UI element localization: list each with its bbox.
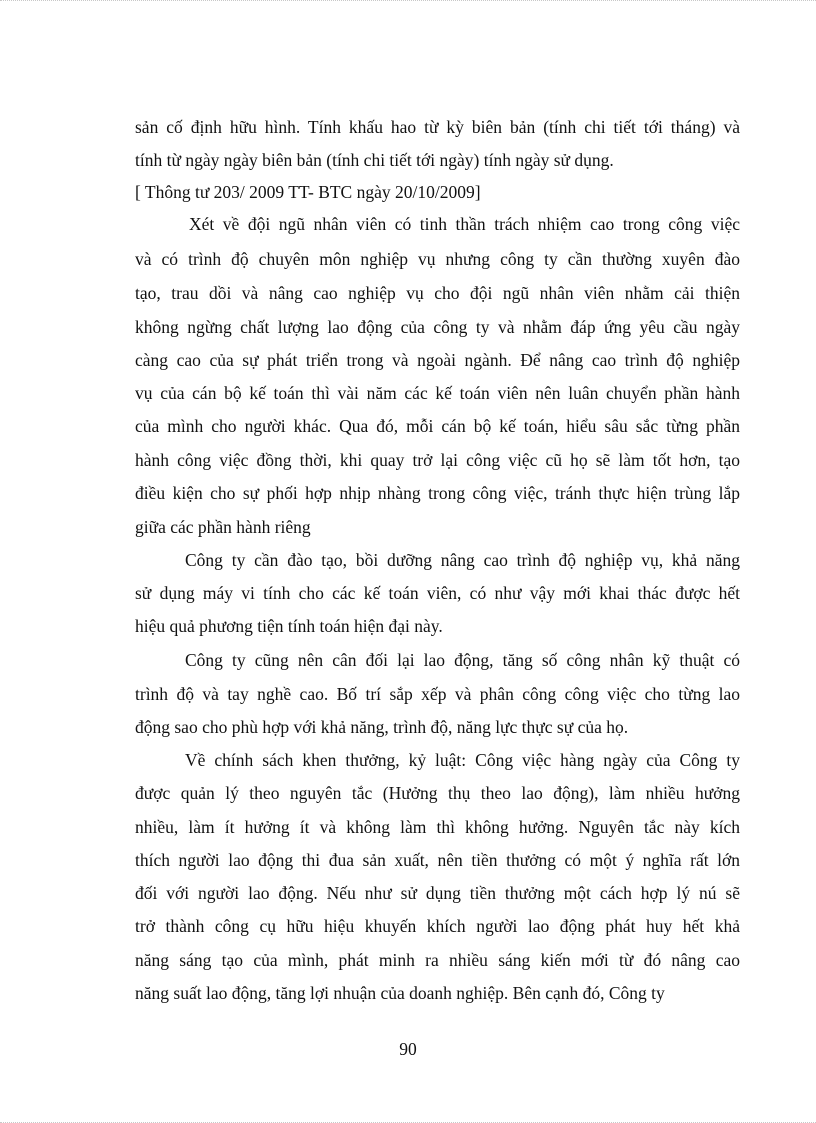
text-line: không ngừng chất lượng lao động của công ty và nhằm đáp ứng yêu cầu ngày xyxy=(135,317,740,337)
text-line: được quản lý theo nguyên tắc (Hưởng thụ theo lao động), làm nhiều hưởng xyxy=(135,783,740,803)
page-number: 90 xyxy=(399,1039,417,1059)
text-line: tính từ ngày ngày biên bản (tính chi tiết tới ngày) tính ngày sử dụng. xyxy=(135,150,614,170)
text-line: nhiều, làm ít hưởng ít và không làm thì không hưởng. Nguyên tắc này kích xyxy=(135,817,740,837)
text-line: năng suất lao động, tăng lợi nhuận của doanh nghiệp. Bên cạnh đó, Công ty xyxy=(135,983,665,1003)
paragraph-first-line: Xét về đội ngũ nhân viên có tinh thần trách nhiệm cao trong công việc xyxy=(189,214,740,234)
text-line: hiệu quả phương tiện tính toán hiện đại này. xyxy=(135,616,443,636)
text-line: giữa các phần hành riêng xyxy=(135,517,311,537)
text-line: vụ của cán bộ kế toán thì vài năm các kế toán viên nên luân chuyển phần hành xyxy=(135,383,740,403)
paragraph-first-line: Công ty cần đào tạo, bồi dưỡng nâng cao trình độ nghiệp vụ, khả năng xyxy=(185,550,740,570)
text-line: điều kiện cho sự phối hợp nhịp nhàng trong công việc, tránh thực hiện trùng lắp xyxy=(135,483,740,503)
text-line: của mình cho người khác. Qua đó, mỗi cán bộ kế toán, hiểu sâu sắc từng phần xyxy=(135,416,740,436)
text-line: năng sáng tạo của mình, phát minh ra nhiều sáng kiến mới từ đó nâng cao xyxy=(135,950,740,970)
text-line: động sao cho phù hợp với khả năng, trình độ, năng lực thực sự của họ. xyxy=(135,717,629,737)
text-line: và có trình độ chuyên môn nghiệp vụ nhưng công ty cần thường xuyên đào xyxy=(135,249,740,269)
reference-citation: [ Thông tư 203/ 2009 TT- BTC ngày 20/10/2009] xyxy=(135,182,481,202)
paragraph-first-line: Công ty cũng nên cân đối lại lao động, tăng số công nhân kỹ thuật có xyxy=(185,650,740,670)
text-line: sản cố định hữu hình. Tính khấu hao từ kỳ biên bản (tính chi tiết tới tháng) và xyxy=(135,117,740,137)
text-line: tạo, trau dồi và nâng cao nghiệp vụ cho đội ngũ nhân viên nhằm cải thiện xyxy=(135,283,740,303)
text-line: càng cao của sự phát triển trong và ngoài ngành. Để nâng cao trình độ nghiệp xyxy=(135,350,740,370)
text-line: sử dụng máy vi tính cho các kế toán viên, có như vậy mới khai thác được hết xyxy=(135,583,740,603)
paragraph-first-line: Về chính sách khen thưởng, kỷ luật: Công việc hàng ngày của Công ty xyxy=(185,750,740,770)
text-line: hành công việc đồng thời, khi quay trở lại công việc cũ họ sẽ làm tốt hơn, tạo xyxy=(135,450,740,470)
text-line: trình độ và tay nghề cao. Bố trí sắp xếp và phân công công việc cho từng lao xyxy=(135,684,740,704)
text-line: đối với người lao động. Nếu như sử dụng tiền thưởng một cách hợp lý nú sẽ xyxy=(135,883,740,903)
text-line: thích người lao động thi đua sản xuất, nên tiền thưởng có một ý nghĩa rất lớn xyxy=(135,850,740,870)
text-line: trở thành công cụ hữu hiệu khuyến khích người lao động phát huy hết khả xyxy=(135,916,740,936)
